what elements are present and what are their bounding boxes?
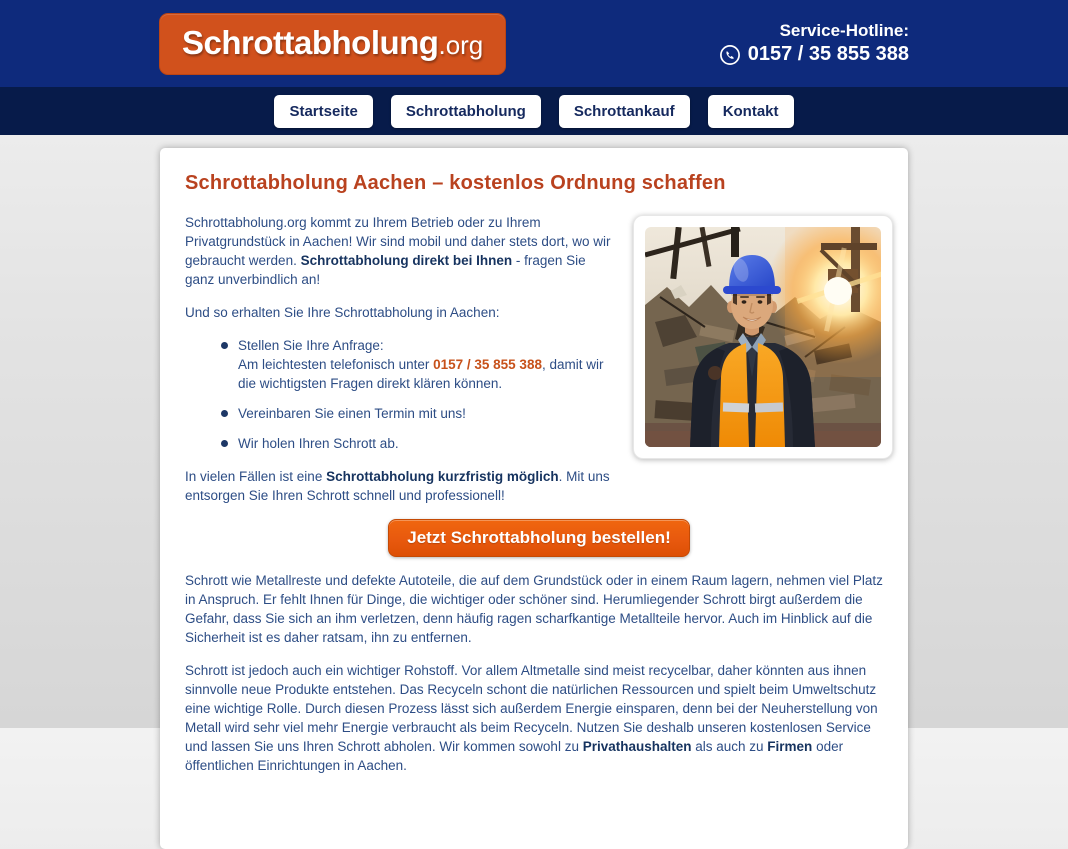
space-paragraph — [185, 571, 893, 647]
logo-brand-text: Schrottabholung — [182, 23, 439, 61]
text-segment: Schrottabholung direkt bei Ihnen — [300, 253, 513, 268]
nav-item-schrottabholung[interactable]: Schrottabholung — [391, 95, 541, 128]
text-segment: . Mit uns entsorgen Sie Ihren Schrott schnell und professionell! — [185, 469, 610, 503]
cta-row — [185, 519, 893, 557]
nav-item-schrottankauf[interactable]: Schrottankauf — [559, 95, 690, 128]
text-segment: Schrott wie Metallreste und defekte Autoteile, die auf dem Grundstück oder in einem Raum lagern, nehmen viel Platz in Anspruch. Er fehlt Ihnen für Dinge, die wichtiger oder schöner sind. Herumliegender Schrott birgt außerdem die Gefahr, dass Sie sich an ihm verletzen, denn häufig ragen scharfkantige Metallteile hervor. Auch im Hinblick auf die Sicherheit ist es daher ratsam, ihn zu entfernen. — [185, 573, 883, 645]
list-item — [221, 434, 893, 453]
text-segment: als auch zu — [691, 739, 768, 754]
content-card — [160, 148, 908, 849]
text-segment: Wir holen Ihren Schrott ab. — [238, 436, 399, 451]
main-nav — [0, 87, 1068, 135]
list-item — [221, 336, 893, 393]
text-segment: Privathaushalten — [582, 739, 692, 754]
text-segment: Vereinbaren Sie einen Termin mit uns! — [238, 406, 466, 421]
header-inner — [159, 0, 909, 87]
site-header — [0, 0, 1068, 87]
hotline-label: Service-Hotline: — [779, 21, 909, 40]
hotline-number-row — [719, 43, 909, 66]
text-segment: oder öffentlichen Einrichtungen in Aachen. — [185, 739, 844, 773]
text-segment: - fragen Sie ganz unverbindlich an! — [185, 253, 586, 287]
order-pickup-button[interactable]: Jetzt Schrottabholung bestellen! — [388, 519, 690, 557]
short-notice-paragraph — [185, 467, 893, 505]
text-segment: 0157 / 35 855 388 — [433, 357, 542, 372]
list-item — [221, 404, 893, 423]
text-segment: Am leichtesten telefonisch unter — [238, 357, 434, 372]
hotline-number[interactable]: 0157 / 35 855 388 — [747, 43, 909, 65]
text-segment: , damit wir die wichtigsten Fragen direkt klären können. — [238, 357, 604, 391]
logo[interactable] — [159, 13, 506, 75]
logo-tld-text: .org — [438, 29, 484, 60]
text-segment: Schrottabholung.org kommt zu Ihrem Betrieb oder zu Ihrem Privatgrundstück in Aachen! Wir sind mobil und daher stets dort, wo wir gebraucht werden. — [185, 215, 611, 268]
nav-item-startseite[interactable]: Startseite — [274, 95, 372, 128]
text-segment: Schrott ist jedoch auch ein wichtiger Rohstoff. Vor allem Altmetalle sind meist recycelbar, daher könnten aus ihnen sinnvolle neue Produkte entstehen. Das Recyceln schont die natürlichen Ressourcen und spielt beim Umweltschutz eine wichtige Rolle. Durch diesen Prozess lässt sich außerdem Energie einsparen, denn bei der Neuherstellung von Metall wird sehr viel mehr Energie verbraucht als beim Recyceln. Nutzen Sie deshalb unseren kostenlosen Service und lassen Sie uns Ihren Schrott abholen. Wir kommen sowohl zu — [185, 663, 878, 754]
text-segment: Stellen Sie Ihre Anfrage: — [238, 338, 384, 353]
service-hotline — [719, 21, 909, 66]
steps-intro: Und so erhalten Sie Ihre Schrottabholung in Aachen: — [185, 305, 500, 320]
recycling-paragraph — [185, 661, 893, 775]
text-segment: Schrottabholung kurzfristig möglich — [326, 469, 559, 484]
text-segment: In vielen Fällen ist eine — [185, 469, 327, 484]
phone-icon — [719, 44, 741, 66]
nav-item-kontakt[interactable]: Kontakt — [708, 95, 794, 128]
page-title: Schrottabholung Aachen – kostenlos Ordnung schaffen — [185, 172, 726, 194]
text-segment: Firmen — [767, 739, 813, 754]
